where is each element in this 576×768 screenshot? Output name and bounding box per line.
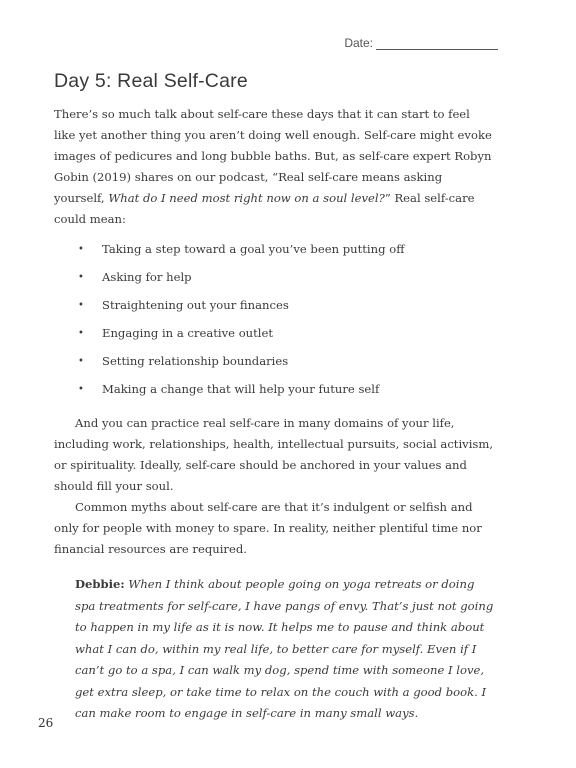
list-item [54, 295, 494, 323]
bullet-icon: • [78, 384, 84, 395]
intro-text: There’s so much talk about self-care these days that it can start to feel like yet another thing you aren’t doing well enough. Self-care might evoke images of pedicures and long bubble baths. But, as self-care expert Robyn Gobin (2019) shares on our podcast, “Real self-care means asking yourself, [54, 107, 492, 205]
list-item-text: Engaging in a creative outlet [102, 326, 274, 340]
list-item [54, 351, 494, 379]
page-content [54, 104, 494, 725]
bullet-icon: • [78, 356, 84, 367]
intro-italic-question: What do I need most right now on a soul level? [108, 191, 385, 205]
list-item-text: Straightening out your finances [102, 298, 289, 312]
list-item-text: Making a change that will help your future self [102, 382, 380, 396]
quote-speaker: Debbie: [75, 577, 125, 591]
testimonial-quote [54, 574, 494, 725]
list-item-text: Asking for help [102, 270, 192, 284]
quote-text: When I think about people going on yoga retreats or doing spa treatments for self-care, I have pangs of envy. That’s just not going to happen in my life as it is now. It helps me to pause and think about what I can do, within my real life, to better care for myself. Even if I can’t go to a spa, I can walk my dog, spend time with someone I love, get extra sleep, or take time to relax on the couch with a good book. I can make room to engage in self-care in many small ways. [75, 577, 494, 720]
date-blank-line [376, 37, 498, 50]
self-care-list [54, 239, 494, 407]
bullet-icon: • [78, 272, 84, 283]
page-title: Day 5: Real Self-Care [54, 70, 248, 92]
intro-text-end: ” Real self-care could mean: [54, 191, 475, 226]
date-label: Date: [344, 36, 373, 50]
list-item [54, 267, 494, 295]
bullet-icon: • [78, 300, 84, 311]
list-item [54, 323, 494, 351]
list-item [54, 239, 494, 267]
bullet-icon: • [78, 328, 84, 339]
body-paragraph-myths: Common myths about self-care are that it’s indulgent or selfish and only for people with money to spare. In reality, neither plentiful time nor financial resources are required. [54, 500, 482, 556]
list-item-text: Taking a step toward a goal you’ve been putting off [102, 242, 405, 256]
page-number: 26 [38, 716, 54, 730]
bullet-icon: • [78, 244, 84, 255]
body-paragraph-domains: And you can practice real self-care in many domains of your life, including work, relationships, health, intellectual pursuits, social activism, or spirituality. Ideally, self-care should be anchored in your values and should fill your soul. [54, 416, 494, 493]
intro-paragraph [54, 104, 494, 230]
list-item [54, 379, 494, 407]
list-item-text: Setting relationship boundaries [102, 354, 289, 368]
date-field [344, 36, 498, 50]
